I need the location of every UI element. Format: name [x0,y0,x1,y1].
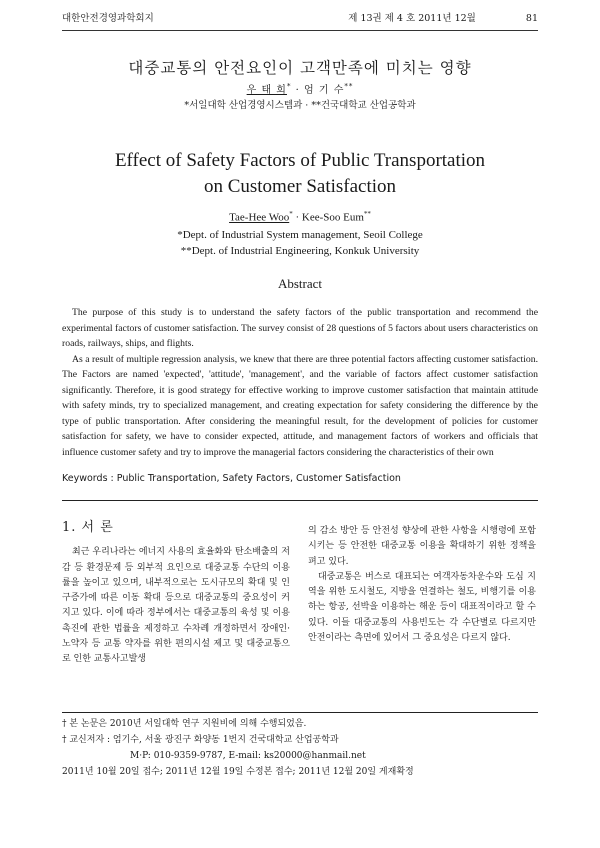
english-affiliation-1: *Dept. of Industrial System management, Seoil College [177,229,423,241]
intro-paragraph-2: 의 감소 방안 등 안전성 향상에 관한 사항을 시행령에 포함시키는 등 안전한 대중교통 이용을 확대하기 위한 정책을 펴고 있다. [308,526,536,567]
funding-note: † 본 논문은 2010년 서일대학 연구 지원비에 의해 수행되었음. [62,719,307,729]
abstract-heading: Abstract [277,276,323,291]
abstract-paragraph-1: The purpose of this study is to understand the safety factors of the public transportation and recommend the experimental factors of customer satisfaction. The survey consist of 28 questions of 5 factors about users characteristics on roads, railways, ships, and flights. [62,307,538,349]
section-divider [62,500,538,501]
english-author-2-mark: ** [363,210,371,218]
english-affiliation-2: **Dept. of Industrial Engineering, Konkuk University [180,245,420,257]
journal-name: 대한안전경영과학회지 [62,13,154,24]
intro-paragraph-1: 최근 우리나라는 에너지 사용의 효율화와 탄소배출의 저감 등 환경문제 등 외부적 요인으로 대중교통 수단의 이용률을 높이고 있으며, 내부적으로는 도시규모의 확대 및 인구증가에 따른 이동 확대 등으로 대중교통의 중요성이 커지고 있다. 이에 따라 정부에서는 대중교통의 육성 및 이용촉진에 관한 법률을 제정하고 수차례 개정하면서 장애인·노약자 등 교통 약자를 위한 편의시설 제고 및 대중교통으로 인한 교통사고발생 [62,547,290,665]
english-authors [0,210,600,224]
korean-title: 대중교통의 안전요인이 고객만족에 미치는 영향 [128,59,472,77]
running-header [62,10,538,26]
english-author-1: Tae-Hee Woo [229,211,290,224]
left-column [62,520,290,668]
korean-author-1: 우 태 희 [246,85,287,96]
english-title [0,148,600,200]
footnotes [62,716,538,780]
footnote-divider [62,712,538,713]
english-author-2: Kee-Soo Eum [301,211,364,224]
abstract-body [62,305,538,460]
header-divider [62,30,538,31]
section-title: 1. 서 론 [62,520,114,535]
received-dates: 2011년 10월 20일 접수; 2011년 12월 19일 수정본 접수; 2011년 12월 20일 게재확정 [62,767,414,777]
intro-paragraph-3: 대중교통은 버스로 대표되는 여객자동차운수와 도심 지역을 위한 도시철도, 지방을 연결하는 철도, 비행기를 이용하는 항공, 선박을 이용하는 해운 등이 대표적이라고 할 수 있다. 이들 대중교통의 사용빈도는 각 수단별로 다르지만 안전이라는 측면에 있어서 그 중요성은 다르지 않다. [308,571,536,644]
author-separator: · [291,85,305,96]
english-title-line-1: Effect of Safety Factors of Public Transportation [114,150,486,171]
issue-info: 제 13권 제 4 호 2011년 12월 [348,13,476,24]
korean-affiliation: *서일대학 산업경영시스템과 · **건국대학교 산업공학과 [184,100,416,111]
author-1-mark: * [286,82,292,91]
contact-info: M·P: 010-9359-9787, E-mail: ks20000@hanmail.net [130,751,366,761]
abstract-paragraph-2: As a result of multiple regression analysis, we knew that there are three potential factors affecting customer satisfaction. The Factors are named 'expected', 'attitude', 'management', and the variable of factors affect customer satisfaction significantly. Therefore, it is good strategy for effective working to improve customer satisfaction that maintain attitude with safety minds, try to specialized management, and creating expectation for safety considering the difference by the type of public transportation. After considering the meaningful result, for the development of policies for customer satisfaction for safety, we have to consider expected, attitude, and management factors of workers and officials that influence customer safety and try to improve the managerial factors considering the characteristics of their own [62,353,538,458]
issue-and-page [348,10,538,24]
page-number: 81 [525,13,538,24]
english-title-line-2: on Customer Satisfaction [203,176,397,197]
right-column [308,524,536,646]
korean-author-2: 엄 기 수 [304,85,345,96]
korean-authors [0,81,600,96]
english-affiliations [0,227,600,259]
keywords: Keywords : Public Transportation, Safety Factors, Customer Satisfaction [62,473,401,484]
english-author-separator: · [292,211,302,224]
author-2-mark: ** [344,82,354,91]
english-author-1-mark: * [289,210,293,218]
corresponding-author: † 교신저자 : 엄기수, 서울 광진구 화양동 1번지 건국대학교 산업공학과 [62,735,339,745]
